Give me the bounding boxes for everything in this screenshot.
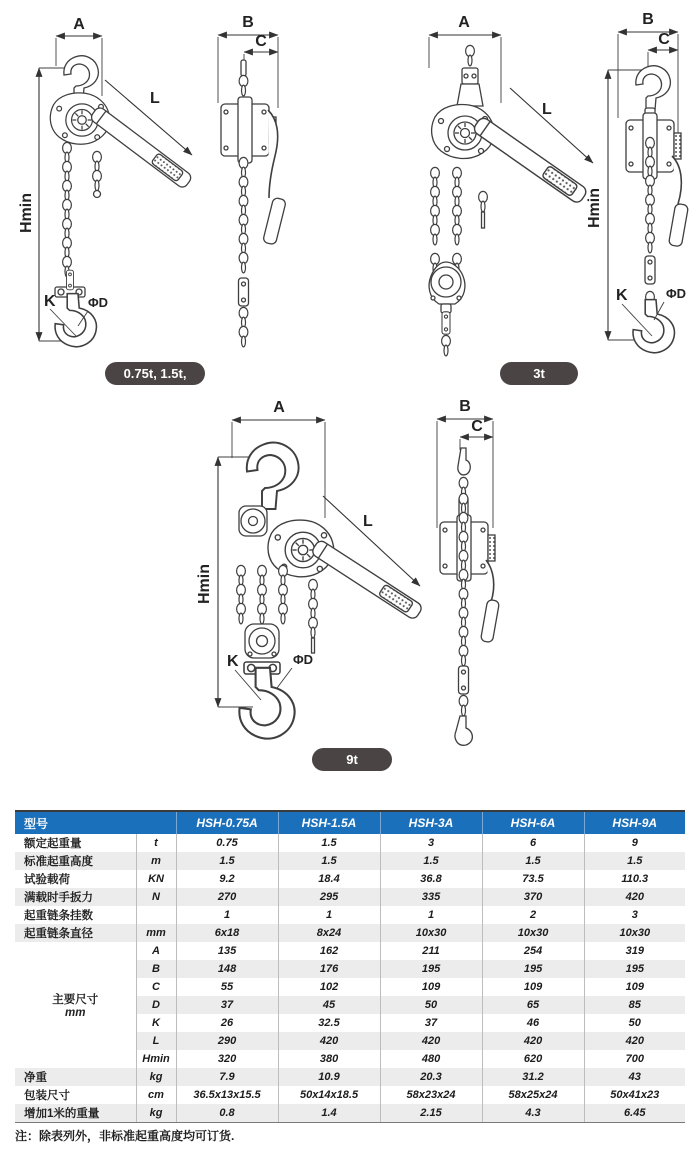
dim-label-a: A	[273, 399, 285, 416]
cell: 55	[176, 978, 278, 996]
cell: 110.3	[584, 870, 685, 888]
cell: 1.5	[482, 852, 584, 870]
cell: 320	[176, 1050, 278, 1068]
cell: 1.5	[176, 852, 278, 870]
dim-label-b: B	[242, 14, 254, 31]
cell: 700	[584, 1050, 685, 1068]
row-unit: KN	[136, 870, 176, 888]
handle-grip-icon	[263, 197, 287, 245]
cell: 50x41x23	[584, 1086, 685, 1104]
cell: 1.4	[278, 1104, 380, 1123]
dim-label-a: A	[458, 14, 470, 31]
dim-label-hmin: Hmin	[196, 564, 213, 604]
row-label: 标准起重高度	[15, 852, 136, 870]
cell: 10.9	[278, 1068, 380, 1086]
row-label: 起重链条直径	[15, 924, 136, 942]
side-body-icon	[221, 97, 276, 163]
top-hook-icon	[247, 443, 299, 509]
cell: 6x18	[176, 924, 278, 942]
cell: 58x25x24	[482, 1086, 584, 1104]
row-label: 试验载荷	[24, 874, 70, 886]
cell: 270	[176, 888, 278, 906]
cell: 109	[482, 978, 584, 996]
cell: 1.5	[380, 852, 482, 870]
cell: 319	[584, 942, 685, 960]
table-row	[15, 834, 685, 852]
cell: 420	[584, 1032, 685, 1050]
dim-label-k: K	[616, 287, 628, 304]
cell: 102	[278, 978, 380, 996]
capacity-badge-group2: 3t	[500, 362, 578, 385]
cell: 0.8	[176, 1104, 278, 1123]
lever-handle-icon	[472, 116, 588, 205]
capacity-badge-group1: 0.75t, 1.5t, 3t	[105, 362, 205, 385]
row-label: 额定起重量	[24, 838, 82, 850]
table-row	[15, 870, 685, 888]
dim-label-phid: ΦD	[293, 652, 314, 667]
dim-label-k: K	[44, 293, 56, 310]
cell: 10x30	[380, 924, 482, 942]
table-row	[15, 906, 685, 924]
table-row	[15, 1086, 685, 1104]
table-row	[15, 942, 685, 960]
dim-label-phid: ΦD	[88, 295, 109, 310]
footnote: 注：除表列外，非标准起重高度均可订货.	[15, 1129, 235, 1143]
hoist-front-view-group1	[20, 8, 205, 358]
cell: 58x23x24	[380, 1086, 482, 1104]
cell: 31.2	[482, 1068, 584, 1086]
cell: 148	[176, 960, 278, 978]
cell: 176	[278, 960, 380, 978]
cell: 2	[482, 906, 584, 924]
top-hook-icon	[636, 66, 671, 110]
dim-label-k: K	[227, 653, 239, 670]
row-unit: K	[136, 1014, 176, 1032]
dim-label-c: C	[658, 31, 670, 48]
hoist-front-view-group3	[195, 398, 435, 748]
spec-table	[15, 810, 685, 1123]
cell: 211	[380, 942, 482, 960]
handle-arm-icon	[486, 560, 494, 602]
cell: 295	[278, 888, 380, 906]
row-unit: L	[136, 1032, 176, 1050]
row-unit: D	[136, 996, 176, 1014]
cell: 480	[380, 1050, 482, 1068]
cell: 46	[482, 1014, 584, 1032]
cell: 36.8	[380, 870, 482, 888]
cell: 162	[278, 942, 380, 960]
row-unit: mm	[136, 924, 176, 942]
cell: 73.5	[482, 870, 584, 888]
dims-group-cell	[15, 942, 136, 1068]
model-name: HSH-3A	[380, 811, 482, 834]
table-row	[15, 852, 685, 870]
row-unit: kg	[136, 1104, 176, 1123]
cell: 0.75	[176, 834, 278, 852]
cell: 380	[278, 1050, 380, 1068]
cell: 1	[176, 906, 278, 924]
cell: 2.15	[380, 1104, 482, 1123]
lever-handle-icon	[310, 539, 423, 621]
cell: 8x24	[278, 924, 380, 942]
cell: 32.5	[278, 1014, 380, 1032]
row-unit: cm	[136, 1086, 176, 1104]
handle-grip-icon	[480, 599, 499, 642]
bottom-hook-profile-icon	[455, 716, 472, 745]
cell: 6.45	[584, 1104, 685, 1123]
cell: 37	[176, 996, 278, 1014]
cell: 1.5	[584, 852, 685, 870]
cell: 37	[380, 1014, 482, 1032]
cell: 620	[482, 1050, 584, 1068]
handle-arm-icon	[268, 110, 278, 198]
cell: 6	[482, 834, 584, 852]
dim-label-b: B	[642, 11, 654, 28]
table-row	[15, 924, 685, 942]
cell: 290	[176, 1032, 278, 1050]
top-hook-profile-icon	[458, 448, 470, 475]
side-body-icon	[440, 515, 495, 581]
dim-label-l: L	[150, 90, 160, 107]
cell: 43	[584, 1068, 685, 1086]
cell: 1	[380, 906, 482, 924]
row-label: 起重链条挂数	[24, 910, 93, 922]
row-unit: C	[136, 978, 176, 996]
cell: 109	[584, 978, 685, 996]
row-unit: A	[136, 942, 176, 960]
cell: 9.2	[176, 870, 278, 888]
cell: 420	[584, 888, 685, 906]
cell: 195	[380, 960, 482, 978]
dim-label-l: L	[363, 513, 373, 530]
row-unit	[136, 906, 176, 924]
cell: 50	[380, 996, 482, 1014]
dim-label-l: L	[542, 101, 552, 118]
hoist-side-view-group1	[208, 8, 303, 353]
handle-grip-icon	[668, 203, 688, 247]
cell: 50x14x18.5	[278, 1086, 380, 1104]
table-header-row	[15, 811, 685, 834]
cell: 335	[380, 888, 482, 906]
row-unit: Hmin	[136, 1050, 176, 1068]
cell: 10x30	[584, 924, 685, 942]
cell: 420	[278, 1032, 380, 1050]
cell: 370	[482, 888, 584, 906]
hoist-side-view-group3	[428, 398, 533, 748]
cell: 85	[584, 996, 685, 1014]
row-unit: B	[136, 960, 176, 978]
cell: 18.4	[278, 870, 380, 888]
model-header-cell: 型号	[15, 811, 176, 834]
cell: 20.3	[380, 1068, 482, 1086]
lever-handle-icon	[89, 106, 193, 190]
cell: 135	[176, 942, 278, 960]
cell: 26	[176, 1014, 278, 1032]
dims-group-label: 主要尺寸	[52, 994, 99, 1006]
dim-label-phid: ΦD	[666, 286, 687, 301]
cell: 7.9	[176, 1068, 278, 1086]
hoist-front-view-group2	[415, 8, 600, 353]
cell: 4.3	[482, 1104, 584, 1123]
cell: 1	[278, 906, 380, 924]
row-label: 满载时手扳力	[15, 888, 136, 906]
cell: 3	[584, 906, 685, 924]
cell: 9	[584, 834, 685, 852]
bottom-hook-icon	[239, 668, 294, 739]
dims-group-unit: mm	[65, 1007, 86, 1019]
model-name: HSH-6A	[482, 811, 584, 834]
dim-label-b: B	[459, 398, 471, 415]
row-unit: N	[136, 888, 176, 906]
cell: 420	[380, 1032, 482, 1050]
table-row	[15, 888, 685, 906]
model-name: HSH-9A	[584, 811, 685, 834]
cell: 1.5	[278, 834, 380, 852]
dim-label-hmin: Hmin	[18, 193, 35, 233]
cell: 1.5	[278, 852, 380, 870]
cell: 195	[482, 960, 584, 978]
cell: 65	[482, 996, 584, 1014]
handle-arm-icon	[672, 156, 681, 204]
table-row	[15, 1104, 685, 1123]
dim-label-c: C	[471, 418, 483, 435]
row-label: 包装尺寸	[24, 1090, 70, 1102]
table-row	[15, 1068, 685, 1086]
cell: 195	[584, 960, 685, 978]
dim-label-c: C	[255, 33, 267, 50]
cell: 10x30	[482, 924, 584, 942]
capacity-badge-group3: 9t	[312, 748, 392, 771]
dim-label-hmin: Hmin	[586, 188, 603, 228]
cell: 3	[380, 834, 482, 852]
hoist-side-view-group2	[580, 8, 698, 360]
row-unit: t	[136, 834, 176, 852]
cell: 45	[278, 996, 380, 1014]
cell: 109	[380, 978, 482, 996]
row-label: 增加1米的重量	[15, 1104, 136, 1123]
model-name: HSH-0.75A	[176, 811, 278, 834]
cell: 50	[584, 1014, 685, 1032]
row-unit: m	[136, 852, 176, 870]
cell: 254	[482, 942, 584, 960]
bottom-hook-icon	[633, 300, 674, 353]
cell: 420	[482, 1032, 584, 1050]
dim-label-a: A	[73, 16, 85, 33]
row-unit: kg	[136, 1068, 176, 1086]
row-label: 净重	[15, 1068, 136, 1086]
cell: 36.5x13x15.5	[176, 1086, 278, 1104]
model-name: HSH-1.5A	[278, 811, 380, 834]
